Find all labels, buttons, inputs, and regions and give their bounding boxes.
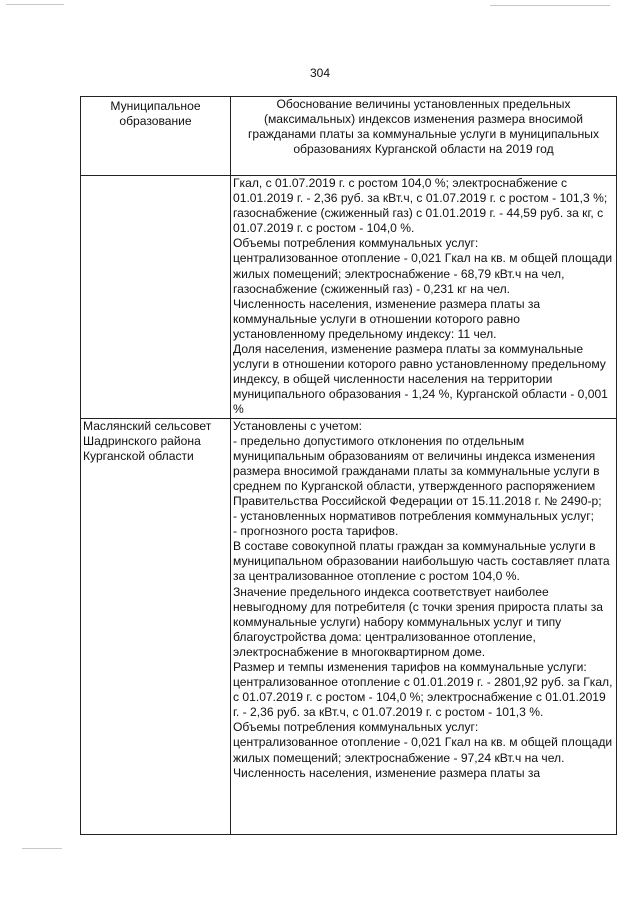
header-justification-text: Обоснование величины установленных предельных (максимальных) индексов изменения размера вносимой гражданами платы за коммунальные услуги в муниципальных образованиях Курганской области на 2019 год bbox=[247, 97, 600, 157]
justification-paragraph: - прогнозного роста тарифов. bbox=[233, 524, 399, 539]
municipality-name: Маслянский сельсовет Шадринского района Курганской области bbox=[83, 418, 212, 463]
justification-cell bbox=[231, 176, 617, 419]
justification-table bbox=[80, 96, 617, 835]
justification-paragraph: Численность населения, изменение размера платы за коммунальные услуги в отношении которого равно установленному предельному индексу: 11 чел. bbox=[233, 296, 541, 341]
scan-artifact-top-left bbox=[6, 4, 64, 5]
justification-paragraph: Значение предельного индекса соответствует наиболее невыгодному для потребителя (с точки зрения прироста платы за коммунальные услуги) набору коммунальных услуг и типу благоустройства дома: централизованное отопление, электроснабжение в многоквартирном доме. bbox=[233, 584, 603, 659]
municipality-cell bbox=[81, 418, 231, 834]
justification-paragraph: Гкал, с 01.07.2019 г. с ростом 104,0 %; электроснабжение с 01.01.2019 г. - 2,36 руб. за кВт.ч, с 01.07.2019 г. с ростом - 101,3 %; газоснабжение (сжиженный газ) с 01.01.2019 г. - 44,59 руб. за кг, с 01.07.2019 г. с ростом - 104,0 %. bbox=[233, 176, 608, 236]
justification-paragraph: централизованное отопление - 0,021 Гкал на кв. м общей площади жилых помещений; электроснабжение - 97,24 кВт.ч на чел. bbox=[233, 735, 613, 765]
justification-paragraph: централизованное отопление с 01.01.2019 г. - 2801,92 руб. за Гкал, с 01.07.2019 г. с ростом - 104,0 %; электроснабжение с 01.01.2019 г. - 2,36 руб. за кВт.ч, с 01.07.2019 г. с ростом - 101,3 %. bbox=[233, 675, 613, 720]
justification-paragraph: Объемы потребления коммунальных услуг: bbox=[233, 720, 479, 735]
header-justification bbox=[231, 97, 617, 176]
justification-paragraph: - предельно допустимого отклонения по отдельным муниципальным образованиям от величины индекса изменения размера вносимой гражданами платы за коммунальные услуги в среднем по Курганской области, утвержденного распоряжением Правительства Российской Федерации от 15.11.2018 г. № 2490-р; bbox=[233, 433, 602, 508]
table-row bbox=[81, 418, 617, 834]
justification-cell bbox=[231, 418, 617, 834]
scan-artifact-bottom-left bbox=[22, 848, 62, 849]
scan-artifact-top-right bbox=[490, 5, 610, 6]
header-municipality-text: Муниципальное образование bbox=[110, 99, 201, 129]
justification-paragraph: Доля населения, изменение размера платы за коммунальные услуги в отношении которого равно установленному предельному индексу, в общей численности населения на территории муниципального образования - 1,24 %, Курганской области - 0,001 % bbox=[233, 342, 608, 417]
page-number: 304 bbox=[309, 66, 331, 80]
table-header-row bbox=[81, 97, 617, 176]
justification-paragraph: В составе совокупной платы граждан за коммунальные услуги в муниципальном образовании наибольшую часть составляет плата за централизованное отопление с ростом 104,0 %. bbox=[233, 539, 610, 584]
table-row bbox=[81, 176, 617, 419]
justification-paragraph: - установленных нормативов потребления коммунальных услуг; bbox=[233, 509, 594, 524]
justification-paragraph: Установлены с учетом: bbox=[233, 418, 362, 433]
justification-paragraph: Численность населения, изменение размера платы за bbox=[233, 765, 541, 780]
justification-paragraph: Размер и темпы изменения тарифов на коммунальные услуги: bbox=[233, 660, 587, 674]
header-municipality bbox=[81, 97, 231, 176]
justification-paragraph: централизованное отопление - 0,021 Гкал на кв. м общей площади жилых помещений; электроснабжение - 68,79 кВт.ч на чел, газоснабжение (сжиженный газ) - 0,231 кг на чел. bbox=[233, 251, 613, 296]
justification-paragraph: Объемы потребления коммунальных услуг: bbox=[233, 236, 479, 251]
municipality-cell bbox=[81, 176, 231, 419]
